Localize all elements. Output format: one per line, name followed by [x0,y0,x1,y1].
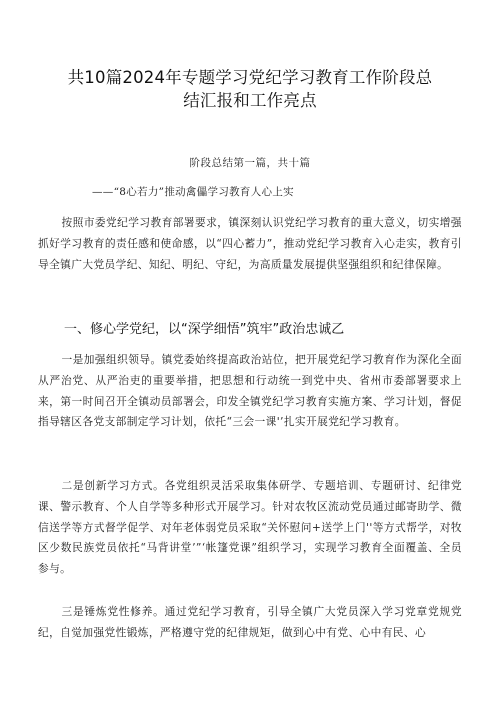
document-slogan: ——“8心若力”推动禽儡学习教育人心上实 [92,186,294,198]
item-1-paragraph: 一是加强组织领导。镇党委始终提高政治站位，把开展党纪学习教育作为深化全面从严治党、从严治吏的重要举措，把思想和行动统一到党中央、省州市委部署要求上来，第一时间召开全镇动员部署会，印发全镇党纪学习教育实施方案、学习计划，督促指导辖区各党支部制定学习计划，依托“三会一课'’扎实开展党纪学习教育。 [38,353,462,429]
title-line-2: 结汇报和工作亮点 [183,91,317,110]
document-title [40,66,460,112]
item-2-paragraph: 二是创新学习方式。各党组织灵活采取集体研学、专题培训、专题研讨、纪律党课、警示教育、个人自学等多种形式开展学习。针对农牧区流动党员通过邮寄助学、微信送学等方式督学促学、对年老体弱党员采取“关怀慰问+送学上门''等方式帮学，对牧区少数民族党员依托“马背讲堂’”‘帐篷党课”组织学习，实现学习教育全面覆盖、全员参与。 [38,479,462,576]
item-3-paragraph: 三是锤炼党性修养。通过党纪学习教育，引导全镇广大党员深入学习党章党规党纪，自觉加强党性锻炼，严格遵守党的纪律规矩，做到心中有党、心中有民、心 [38,605,462,639]
section-1-heading: 一、修心学党纪，以“深学细悟”筑牢”政治忠诚乙 [64,322,345,337]
document-subtitle: 阶段总结第一篇，共十篇 [189,157,311,169]
title-line-1: 共10篇2024年专题学习党纪学习教育工作阶段总 [67,68,433,87]
intro-paragraph: 按照市委党纪学习教育部署要求，镇深刻认识党纪学习教育的重大意义，切实增强抓好学习教育的责任感和使命感，以“四心蓄力”，推动党纪学习教育入心走实，教育引导全镇广大党员学纪、知纪、明纪、守纪，为高质量发展提供坚强组织和纪律保障。 [38,216,462,271]
